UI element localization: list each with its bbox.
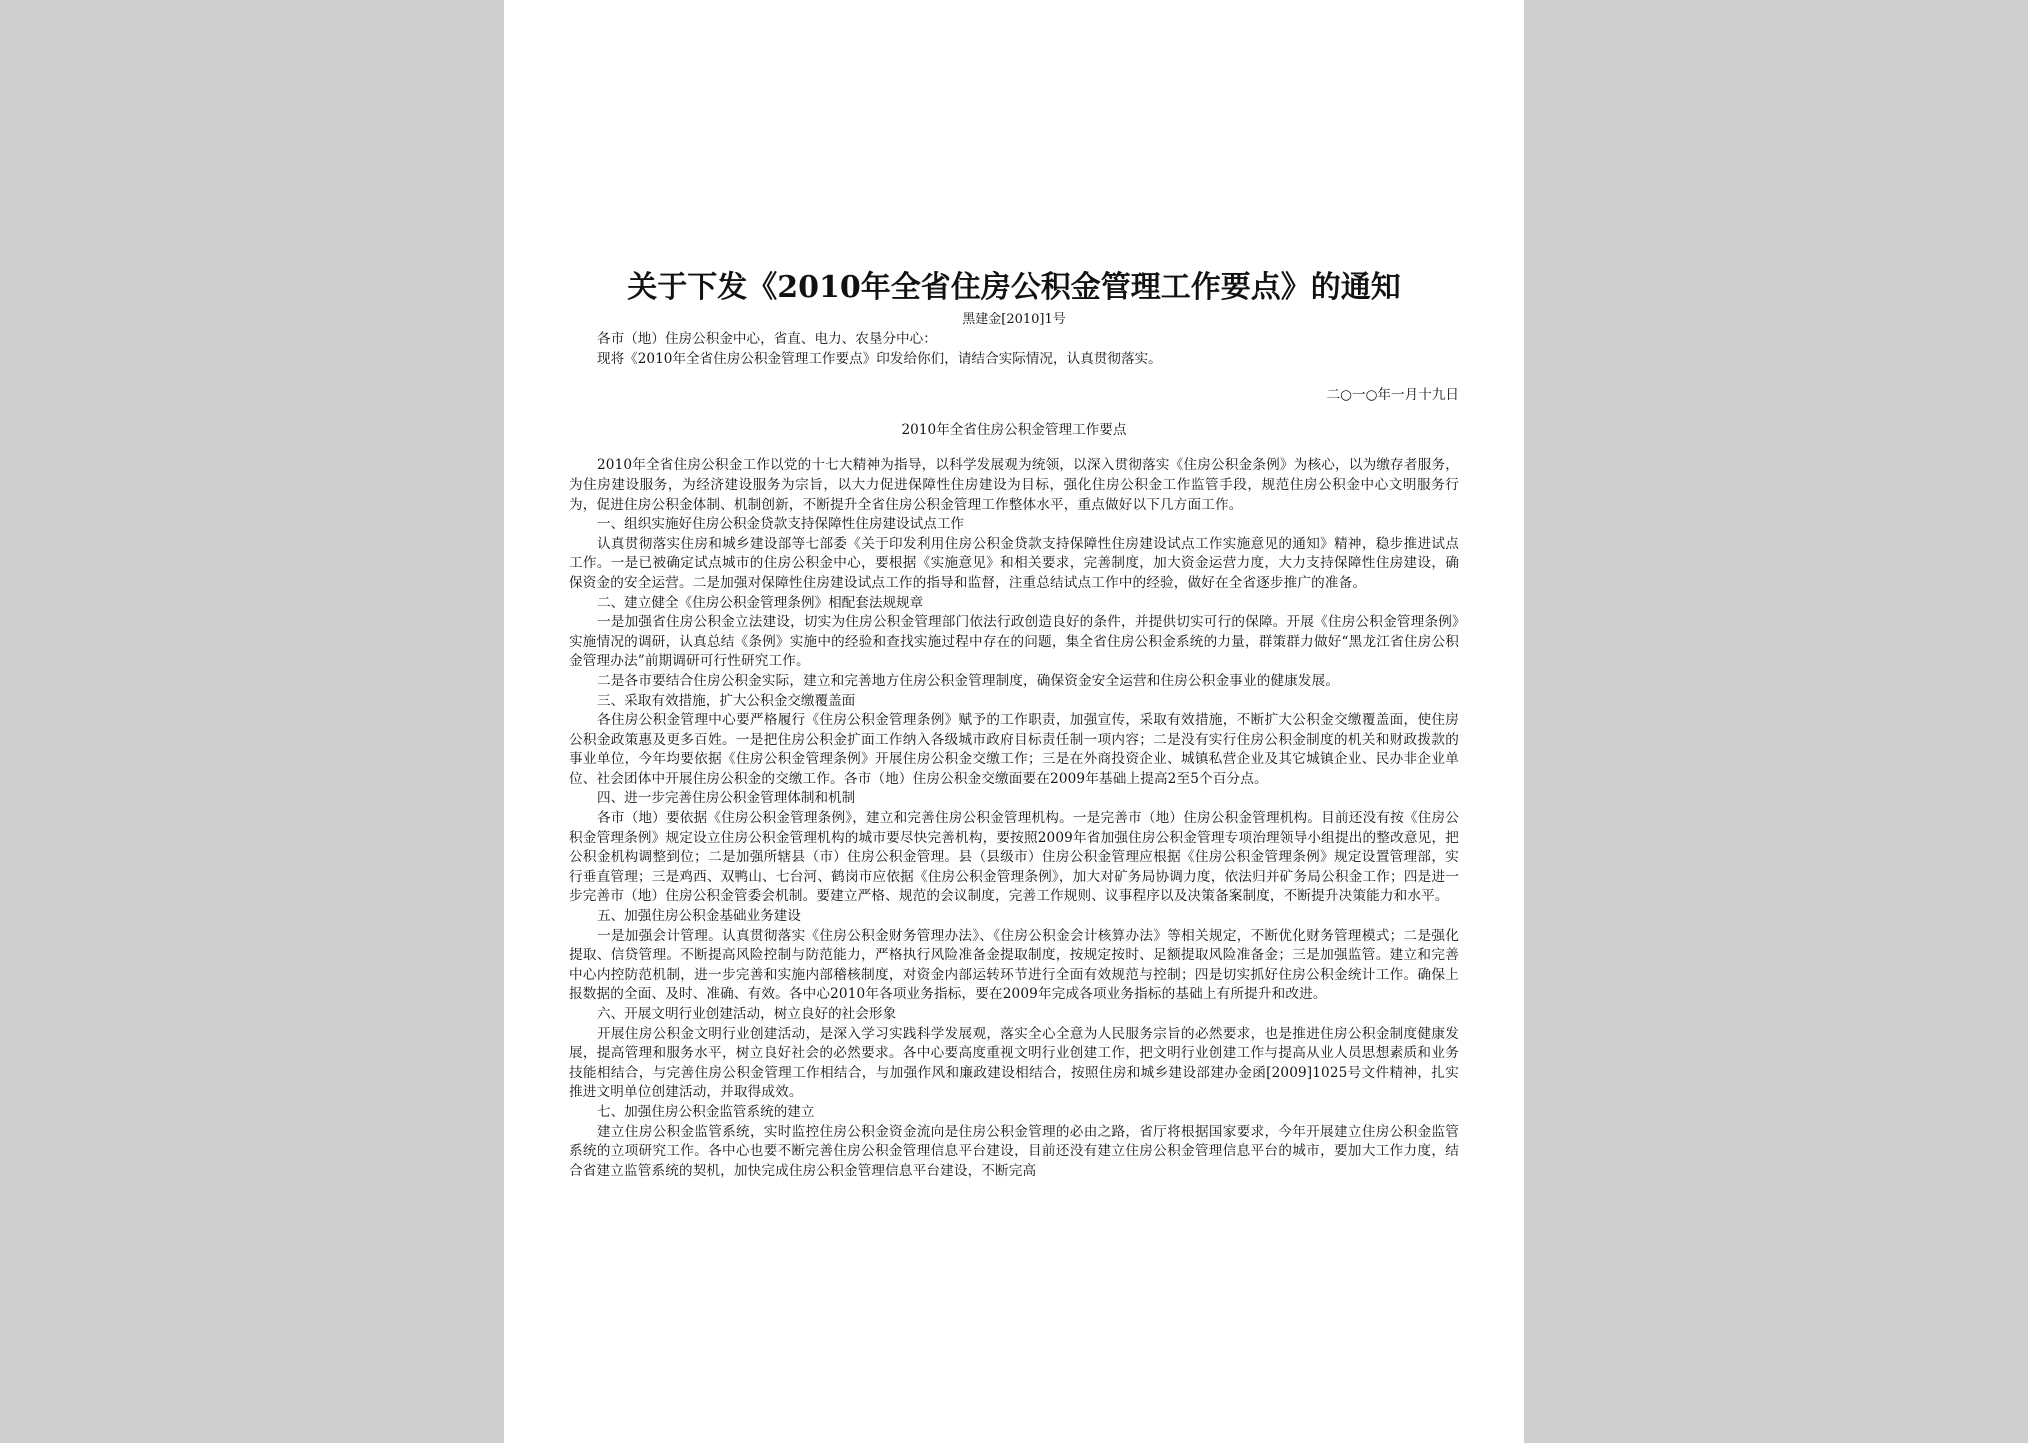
section-1-paragraph-1: 认真贯彻落实住房和城乡建设部等七部委《关于印发利用住房公积金贷款支持保障性住房建设试点工作实施意见的通知》精神，稳步推进试点工作。一是已被确定试点城市的住房公积金中心，要根据《实施意见》和相关要求，完善制度，加大资金运营力度，大力支持保障性住房建设，确保资金的安全运营。二是加强对保障性住房建设试点工作的指导和监督，注重总结试点工作中的经验，做好在全省逐步推广的准备。 <box>569 535 1459 591</box>
section-3-paragraph-1: 各住房公积金管理中心要严格履行《住房公积金管理条例》赋予的工作职责，加强宣传，采取有效措施，不断扩大公积金交缴覆盖面，使住房公积金政策惠及更多百姓。一是把住房公积金扩面工作纳入各级城市政府目标责任制一项内容；二是没有实行住房公积金制度的机关和财政拨款的事业单位，今年均要依据《住房公积金管理条例》开展住房公积金交缴工作；三是在外商投资企业、城镇私营企业及其它城镇企业、民办非企业单位、社会团体中开展住房公积金的交缴工作。各市（地）住房公积金交缴面要在2009年基础上提高2至5个百分点。 <box>569 712 1459 787</box>
document-title: 关于下发《2010年全省住房公积金管理工作要点》的通知 <box>627 270 1401 305</box>
section-heading-7: 七、加强住房公积金监管系统的建立 <box>597 1103 815 1120</box>
section-2-paragraph-2: 二是各市要结合住房公积金实际，建立和完善地方住房公积金管理制度，确保资金安全运营和住房公积金事业的健康发展。 <box>597 672 1340 689</box>
section-6-paragraph-1: 开展住房公积金文明行业创建活动，是深入学习实践科学发展观，落实全心全意为人民服务宗旨的必然要求，也是推进住房公积金制度健康发展，提高管理和服务水平，树立良好社会的必然要求。各中心要高度重视文明行业创建工作，把文明行业创建工作与提高从业人员思想素质和业务技能相结合，与完善住房公积金管理工作相结合，与加强作风和廉政建设相结合，按照住房和城乡建设部建办金函[2009]1025号文件精神，扎实推进文明单位创建活动，并取得成效。 <box>569 1025 1459 1101</box>
opening-paragraph: 2010年全省住房公积金工作以党的十七大精神为指导，以科学发展观为统领，以深入贯彻落实《住房公积金条例》为核心，以为缴存者服务，为住房建设服务，为经济建设服务为宗旨，以大力促进保障性住房建设为目标，强化住房公积金工作监管手段，规范住房公积金中心文明服务行为，促进住房公积金体制、机制创新，不断提升全省住房公积金管理工作整体水平，重点做好以下几方面工作。 <box>569 457 1459 513</box>
subtitle: 2010年全省住房公积金管理工作要点 <box>901 421 1127 438</box>
document-page <box>504 0 1524 1443</box>
issue-date: 二○一○年一月十九日 <box>1326 387 1459 404</box>
intro-text: 现将《2010年全省住房公积金管理工作要点》印发给你们，请结合实际情况，认真贯彻落实。 <box>597 350 1162 367</box>
section-heading-3: 三、采取有效措施，扩大公积金交缴覆盖面 <box>597 692 856 709</box>
section-heading-1: 一、组织实施好住房公积金贷款支持保障性住房建设试点工作 <box>597 516 965 533</box>
section-5-paragraph-1: 一是加强会计管理。认真贯彻落实《住房公积金财务管理办法》、《住房公积金会计核算办法》等相关规定，不断优化财务管理模式；二是强化提取、信贷管理。不断提高风险控制与防范能力，严格执行风险准备金提取制度，按规定按时、足额提取风险准备金；三是加强监管。建立和完善中心内控防范机制，进一步完善和实施内部稽核制度，对资金内部运转环节进行全面有效规范与控制；四是切实抓好住房公积金统计工作。确保上报数据的全面、及时、准确、有效。各中心2010年各项业务指标，要在2009年完成各项业务指标的基础上有所提升和改进。 <box>569 927 1459 1003</box>
section-heading-2: 二、建立健全《住房公积金管理条例》相配套法规规章 <box>597 594 924 611</box>
section-heading-6: 六、开展文明行业创建活动，树立良好的社会形象 <box>597 1006 897 1022</box>
document-number: 黑建金[2010]1号 <box>962 312 1066 327</box>
section-7-paragraph-1: 建立住房公积金监管系统，实时监控住房公积金资金流向是住房公积金管理的必由之路，省厅将根据国家要求，今年开展建立住房公积金监管系统的立项研究工作。各中心也要不断完善住房公积金管理信息平台建设，目前还没有建立住房公积金管理信息平台的城市，要加大工作力度，结合省建立监管系统的契机，加快完成住房公积金管理信息平台建设，不断完高 <box>569 1123 1459 1179</box>
section-4-paragraph-1: 各市（地）要依据《住房公积金管理条例》，建立和完善住房公积金管理机构。一是完善市（地）住房公积金管理机构。目前还没有按《住房公积金管理条例》规定设立住房公积金管理机构的城市要尽快完善机构，要按照2009年省加强住房公积金管理专项治理领导小组提出的整改意见，把公积金机构调整到位；二是加强所辖县（市）住房公积金管理。县（县级市）住房公积金管理应根据《住房公积金管理条例》规定设置管理部，实行垂直管理；三是鸡西、双鸭山、七台河、鹤岗市应依据《住房公积金管理条例》，加大对矿务局协调力度，依法归并矿务局公积金工作；四是进一步完善市（地）住房公积金管委会机制。要建立严格、规范的会议制度，完善工作规则、议事程序以及决策备案制度，不断提升决策能力和水平。 <box>569 810 1459 905</box>
addressee: 各市（地）住房公积金中心，省直、电力、农垦分中心： <box>597 331 937 347</box>
section-2-paragraph-1: 一是加强省住房公积金立法建设，切实为住房公积金管理部门依法行政创造良好的条件，并提供切实可行的保障。开展《住房公积金管理条例》实施情况的调研，认真总结《条例》实施中的经验和查找实施过程中存在的问题，集全省住房公积金系统的力量，群策群力做好“黑龙江省住房公积金管理办法”前期调研可行性研究工作。 <box>569 614 1459 670</box>
section-heading-4: 四、进一步完善住房公积金管理体制和机制 <box>597 790 856 807</box>
section-heading-5: 五、加强住房公积金基础业务建设 <box>597 908 801 925</box>
